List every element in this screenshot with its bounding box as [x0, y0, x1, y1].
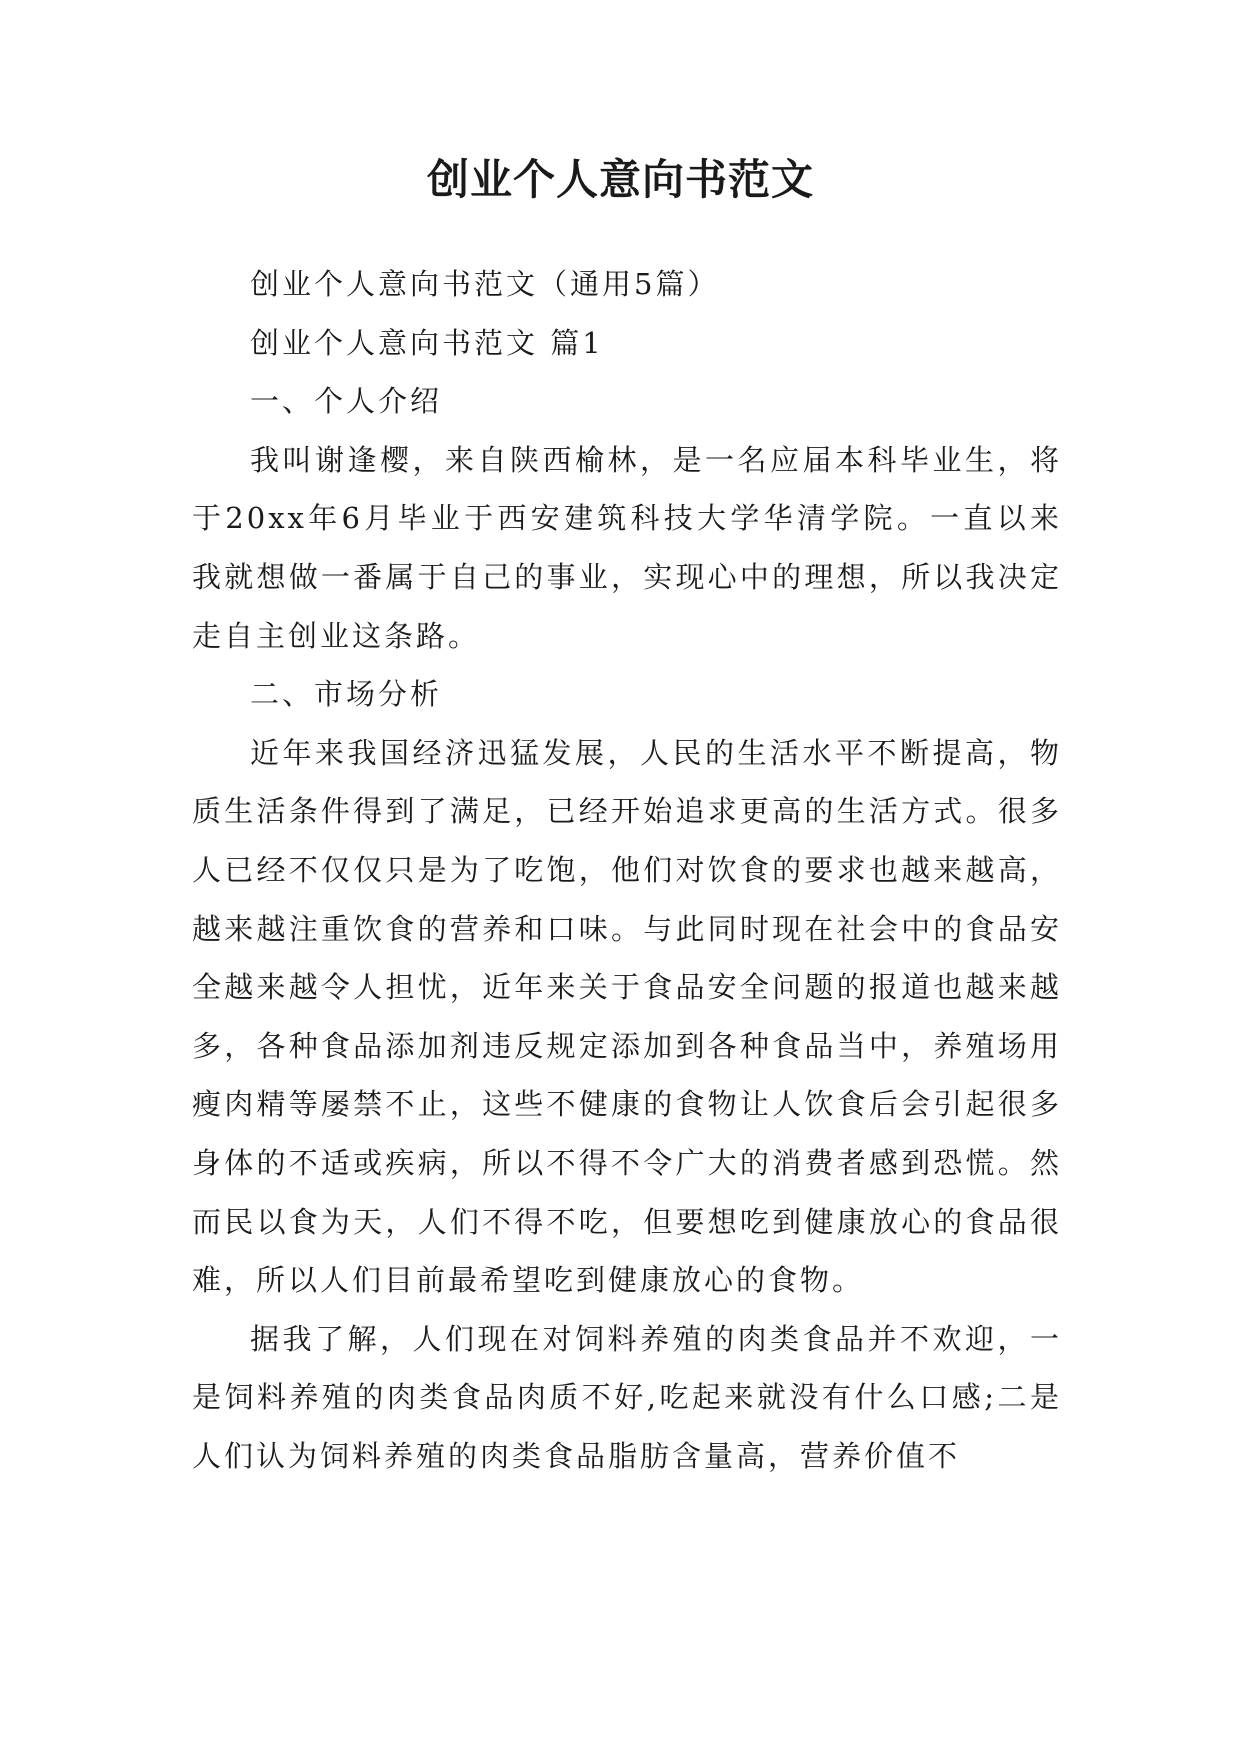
paragraph-market-analysis: 近年来我国经济迅猛发展，人民的生活水平不断提高，物质生活条件得到了满足，已经开始追求更高的生活方式。很多人已经不仅仅只是为了吃饱，他们对饮食的要求也越来越高，越来越注重饮食的营养和口味。与此同时现在社会中的食品安全越来越令人担忧，近年来关于食品安全问题的报道也越来越多，各种食品添加剂违反规定添加到各种食品当中，养殖场用瘦肉精等屡禁不止，这些不健康的食物让人饮食后会引起很多身体的不适或疾病，所以不得不令广大的消费者感到恐慌。然而民以食为天，人们不得不吃，但要想吃到健康放心的食品很难，所以人们目前最希望吃到健康放心的食物。: [192, 735, 1062, 1298]
document-title: 创业个人意向书范文: [426, 155, 814, 204]
paragraph-personal-intro: 我叫谢逢樱，来自陕西榆林，是一名应届本科毕业生，将于20xx年6月毕业于西安建筑科技大学华清学院。一直以来我就想做一番属于自己的事业，实现心中的理想，所以我决定走自主创业这条路。: [192, 442, 1062, 653]
paragraph-subtitle: 创业个人意向书范文（通用5篇）: [250, 267, 720, 301]
document-body: [192, 255, 1062, 1485]
paragraph-market-opinion: 据我了解，人们现在对饲料养殖的肉类食品并不欢迎，一是饲料养殖的肉类食品肉质不好,吃起来就没有什么口感;二是人们认为饲料养殖的肉类食品脂肪含量高，营养价值不: [192, 1321, 1062, 1473]
paragraph-section-heading: 创业个人意向书范文 篇1: [250, 325, 604, 360]
paragraph-heading-personal-intro: 一、个人介绍: [250, 384, 443, 419]
paragraph-heading-market-analysis: 二、市场分析: [250, 677, 443, 712]
